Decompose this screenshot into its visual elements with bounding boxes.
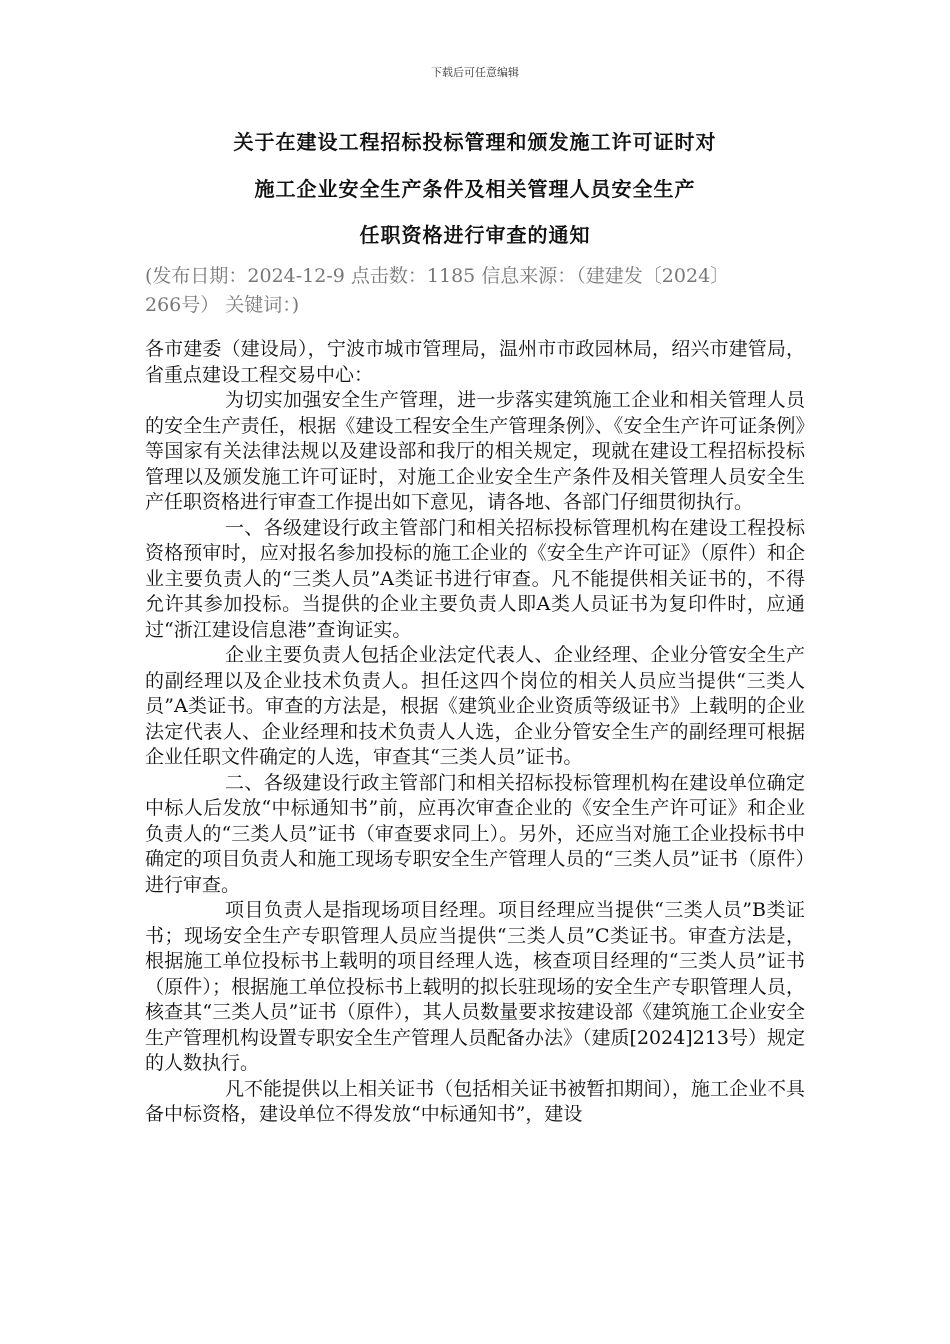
document-title-line-3: 任职资格进行审查的通知 xyxy=(359,223,591,247)
header-note: 下载后可任意编辑 xyxy=(431,66,519,79)
section-one-detail-paragraph: 企业主要负责人包括企业法定代表人、企业经理、企业分管安全生产的副经理以及企业技术负责人。担任这四个岗位的相关人员应当提供“三类人员”A类证书。审查的方法是，根据《建筑业企业资质等级证书》上载明的企业法定代表人、企业经理和技术负责人人选，企业分管安全生产的副经理可根据企业任职文件确定的人选，审查其“三类人员”证书。 xyxy=(145,644,805,768)
section-two-paragraph: 二、各级建设行政主管部门和相关招标投标管理机构在建设单位确定中标人后发放“中标通知书”前，应再次审查企业的《安全生产许可证》和企业负责人的“三类人员”证书（审查要求同上）。另外，还应当对施工企业投标书中确定的项目负责人和施工现场专职安全生产管理人员的“三类人员”证书（原件）进行审查。 xyxy=(145,771,805,896)
document-body xyxy=(145,337,805,1128)
section-two-detail-paragraph: 项目负责人是指现场项目经理。项目经理应当提供“三类人员”B类证书；现场安全生产专职管理人员应当提供“三类人员”C类证书。审查方法是，根据施工单位投标书上载明的项目经理人选，核查项目经理的“三类人员”证书（原件）；根据施工单位投标书上载明的拟长驻现场的安全生产专职管理人员，核查其“三类人员”证书（原件），其人员数量要求按建设部《建筑施工企业安全生产管理机构设置专职安全生产管理人员配备办法》（建质[2024]213号）规定的人数执行。 xyxy=(145,899,805,1074)
document-title-line-2: 施工企业安全生产条件及相关管理人员安全生产 xyxy=(254,177,696,201)
publication-meta: (发布日期：2024-12-9 点击数：1185 信息来源：（建建发〔2024〕266号） 关键词：) xyxy=(145,265,730,316)
section-one-paragraph: 一、各级建设行政主管部门和相关招标投标管理机构在建设工程投标资格预审时，应对报名参加投标的施工企业的《安全生产许可证》（原件）和企业主要负责人的“三类人员”A类证书进行审查。凡不能提供相关证书的，不得允许其参加投标。当提供的企业主要负责人即A类人员证书为复印件时，应通过“浙江建设信息港”查询证实。 xyxy=(145,516,805,641)
document-title-line-1: 关于在建设工程招标投标管理和颁发施工许可证时对 xyxy=(233,130,717,154)
intro-paragraph: 为切实加强安全生产管理，进一步落实建筑施工企业和相关管理人员的安全生产责任，根据《建设工程安全生产管理条例》、《安全生产许可证条例》等国家有关法律法规以及建设部和我厅的相关规定，现就在建设工程招标投标管理以及颁发施工许可证时，对施工企业安全生产条件及相关管理人员安全生产任职资格进行审查工作提出如下意见，请各地、各部门仔细贯彻执行。 xyxy=(145,389,805,513)
section-two-closing-paragraph: 凡不能提供以上相关证书（包括相关证书被暂扣期间），施工企业不具备中标资格，建设单位不得发放“中标通知书”，建设 xyxy=(145,1077,805,1125)
salutation-paragraph: 各市建委（建设局），宁波市城市管理局，温州市市政园林局，绍兴市建管局，省重点建设工程交易中心： xyxy=(145,338,805,386)
